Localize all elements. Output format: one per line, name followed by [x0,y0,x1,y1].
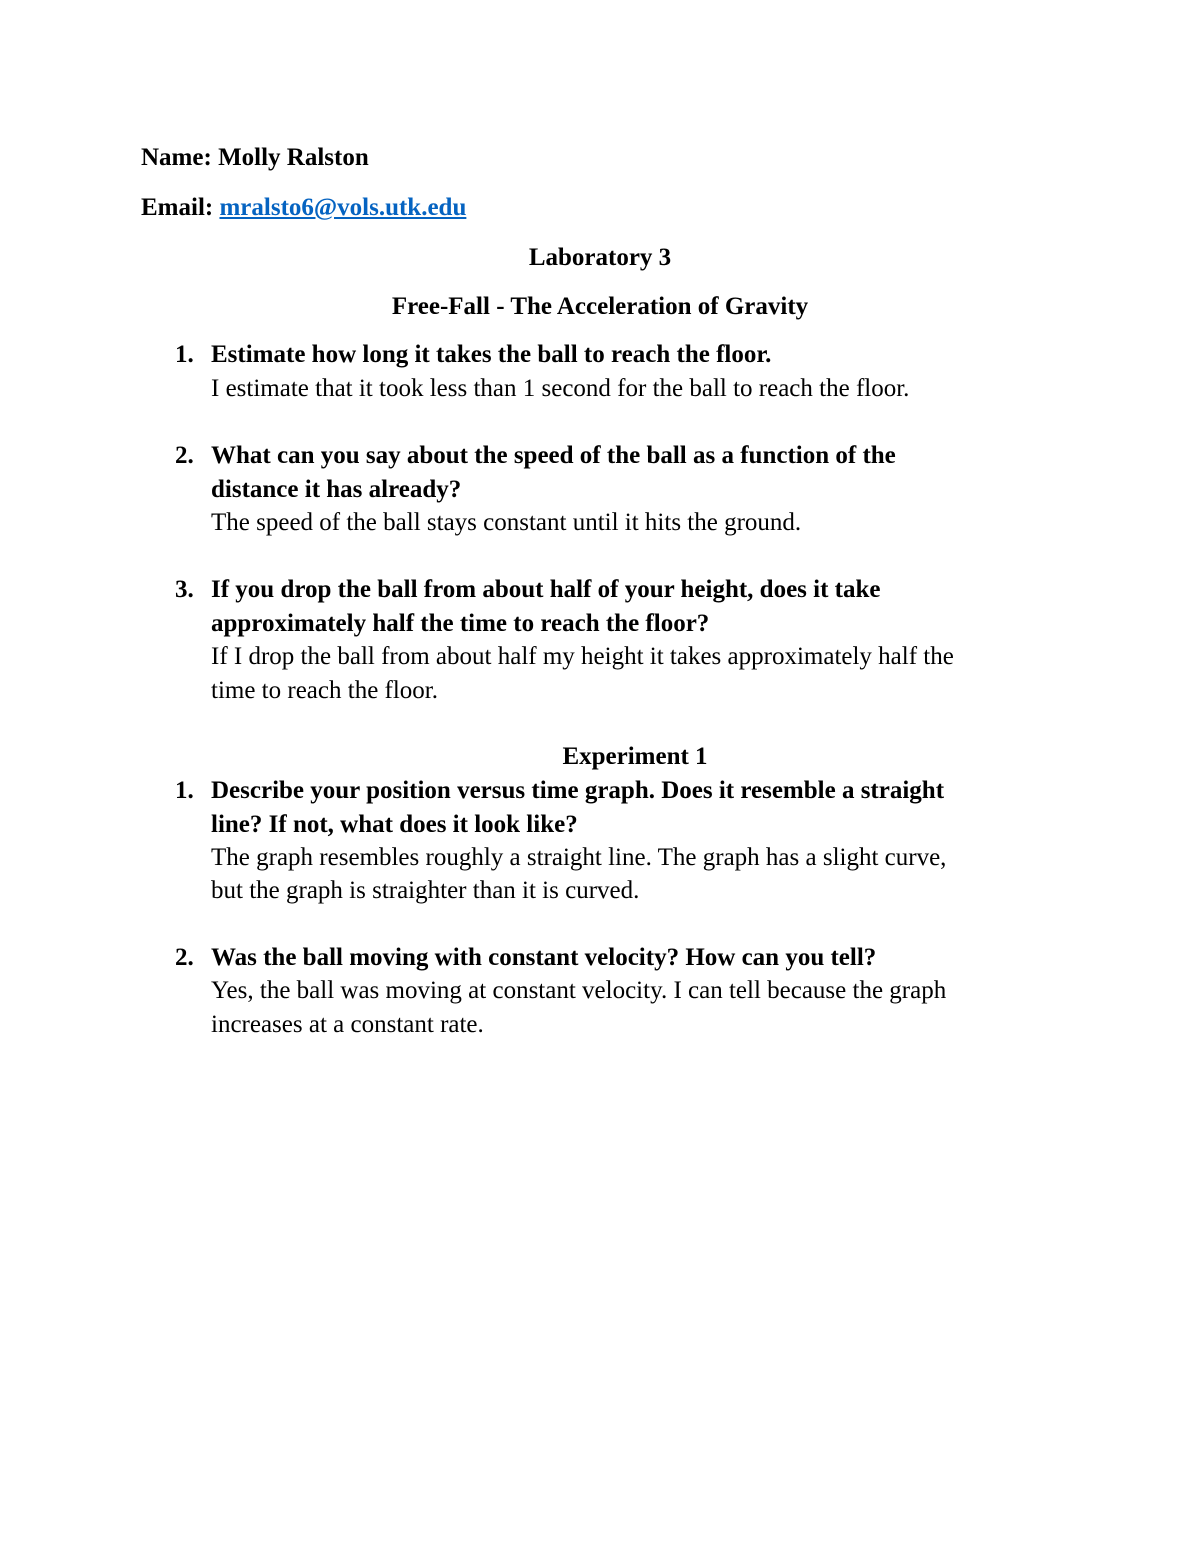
answer-text: If I drop the ball from about half my height it takes approximately half the [211,643,954,670]
question-number: 1. [175,341,194,368]
question-text: approximately half the time to reach the floor? [211,610,710,637]
answer-text: increases at a constant rate. [211,1011,484,1038]
question-text: Estimate how long it takes the ball to reach the floor. [211,341,772,368]
email-line [141,191,466,225]
question-text: Was the ball moving with constant velocity? How can you tell? [211,944,877,971]
name-line [141,141,369,175]
question-text: Describe your position versus time graph. Does it resemble a straight [211,777,945,804]
experiment-title: Experiment 1 [562,743,708,770]
question-number: 2. [175,944,194,971]
lab-title: Laboratory 3 [528,244,672,271]
name-value: Molly Ralston [218,144,369,171]
lab-subtitle: Free-Fall - The Acceleration of Gravity [391,293,809,320]
question-text: If you drop the ball from about half of your height, does it take [211,576,881,603]
question-number: 3. [175,576,194,603]
answer-text: Yes, the ball was moving at constant velocity. I can tell because the graph [211,977,947,1004]
question-text: What can you say about the speed of the ball as a function of the [211,442,896,469]
question-text: line? If not, what does it look like? [211,811,578,838]
question-text: distance it has already? [211,476,462,503]
answer-text: but the graph is straighter than it is curved. [211,877,640,904]
email-label: Email: [141,194,214,221]
name-label: Name: [141,144,212,171]
answer-text: time to reach the floor. [211,677,439,704]
answer-text: The speed of the ball stays constant until it hits the ground. [211,509,802,536]
answer-text: The graph resembles roughly a straight line. The graph has a slight curve, [211,844,947,871]
question-number: 2. [175,442,194,469]
question-number: 1. [175,777,194,804]
email-link[interactable]: mralsto6@vols.utk.edu [219,194,467,221]
answer-text: I estimate that it took less than 1 second for the ball to reach the floor. [211,375,910,402]
